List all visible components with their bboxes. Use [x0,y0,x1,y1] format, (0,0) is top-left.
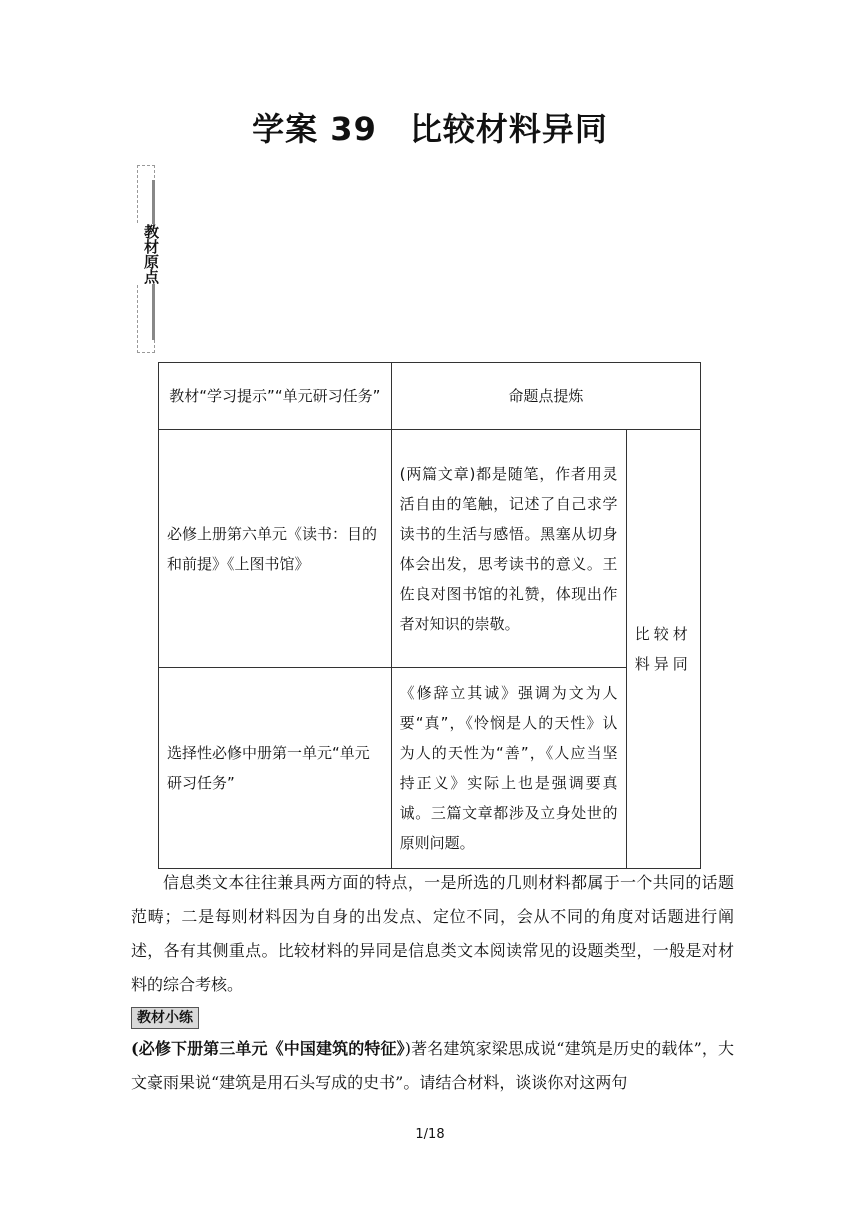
header-point: 命题点提炼 [391,363,700,430]
page-number: 1/18 [415,1127,445,1142]
side-tab [137,165,160,353]
table-row [159,430,701,668]
summary-table [158,362,701,869]
question-text: )著名建筑家梁思成说“建筑是历史的载体”，大文豪雨果说“建筑是用石头写成的史书”。请结合材料，谈谈你对这两句 [131,1039,734,1092]
practice-tag: 教材小练 [131,1007,199,1029]
table-header-row [159,363,701,430]
row-source: 选择性必修中册第一单元“单元研习任务” [159,668,392,869]
side-tab-label: 教材原点 [130,224,160,284]
table-row [159,668,701,869]
question-source: (必修下册第三单元《中国建筑的特征》 [131,1039,405,1058]
point-cell: 比较材料异同 [626,430,700,869]
row-summary: 《修辞立其诚》强调为文为人要“真”，《怜悯是人的天性》认为人的天性为“善”，《人应当坚持正义》实际上也是强调要真诚。三篇文章都涉及立身处世的原则问题。 [391,668,626,869]
intro-paragraph: 信息类文本往往兼具两方面的特点，一是所选的几则材料都属于一个共同的话题范畴；二是每则材料因为自身的出发点、定位不同，会从不同的角度对话题进行阐述，各有其侧重点。比较材料的异同是信息类文本阅读常见的设题类型，一般是对材料的综合考核。 [131,873,734,994]
row-source: 必修上册第六单元《读书：目的和前提》《上图书馆》 [159,430,392,668]
row-summary: (两篇文章)都是随笔，作者用灵活自由的笔触，记述了自己求学读书的生活与感悟。黑塞从切身体会出发，思考读书的意义。王佐良对图书馆的礼赞，体现出作者对知识的崇敬。 [391,430,626,668]
question-paragraph [131,1032,734,1100]
page-title: 学案 39 比较材料异同 [252,110,608,148]
header-source: 教材“学习提示”“单元研习任务” [159,363,392,430]
